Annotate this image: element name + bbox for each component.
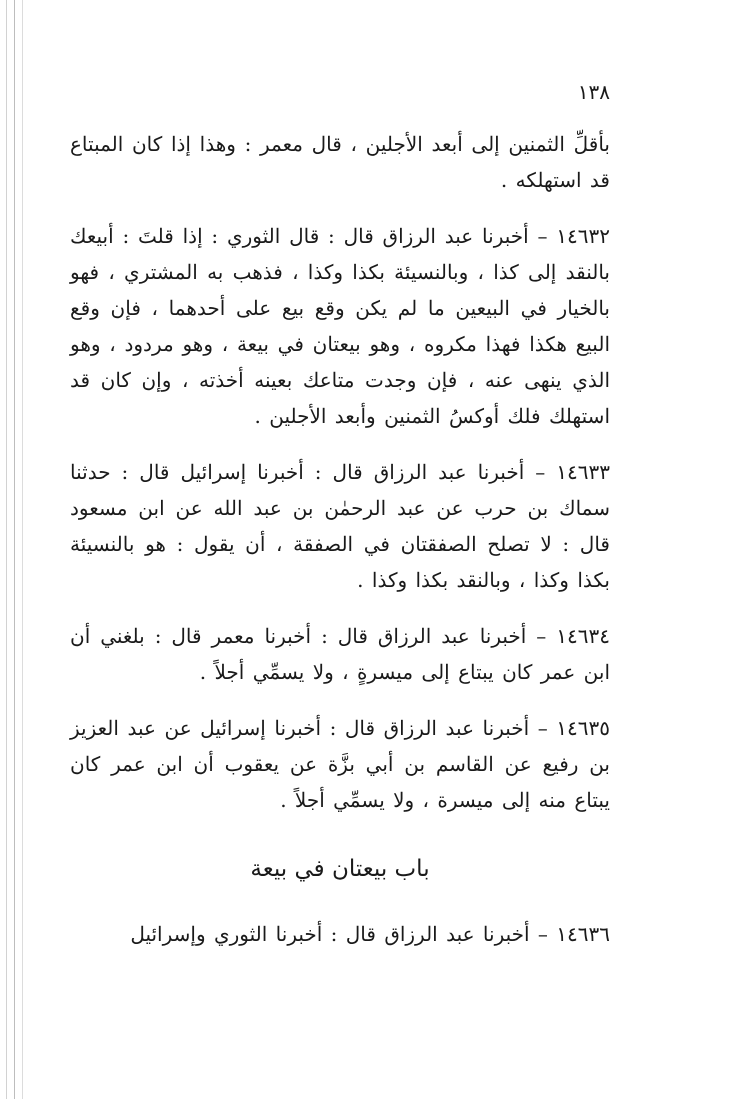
paragraph-hadith-14635: ١٤٦٣٥ – أخبرنا عبد الرزاق قال : أخبرنا إسرائيل عن عبد العزيز بن رفيع عن القاسم بن أبي بزَّة عن يعقوب أن ابن عمر كان يبتاع منه إلى ميسرة ، ولا يسمِّي أجلاً . xyxy=(70,716,610,812)
binding-edge-line xyxy=(14,0,15,1099)
chapter-heading: باب بيعتان في بيعة xyxy=(250,856,430,882)
binding-edge-line xyxy=(6,0,7,1099)
page-number: ١٣٨ xyxy=(577,80,610,104)
book-page xyxy=(70,70,610,972)
paragraph-hadith-14632: ١٤٦٣٢ – أخبرنا عبد الرزاق قال : قال الثوري : إذا قلتَ : أبيعك بالنقد إلى كذا ، وبالنسيئة بكذا وكذا ، فذهب به المشتري ، فهو بالخيار في البيعين ما لم يكن وقع بيع على أحدهما ، فإن وقع البيع هكذا فهذا مكروه ، وهو بيعتان في بيعة ، وهو مردود ، وهو الذي ينهى عنه ، فإن وجدت متاعك بعينه أخذته ، وإن كان قد استهلك فلك أوكسُ الثمنين وأبعد الأجلين . xyxy=(70,224,610,428)
paragraph-hadith-14633: ١٤٦٣٣ – أخبرنا عبد الرزاق قال : أخبرنا إسرائيل قال : حدثنا سماك بن حرب عن عبد الرحمٰن بن عبد الله عن ابن مسعود قال : لا تصلح الصفقتان في الصفقة ، أن يقول : هو بالنسيئة بكذا وكذا ، وبالنقد بكذا وكذا . xyxy=(70,460,610,592)
paragraph-hadith-14636: ١٤٦٣٦ – أخبرنا عبد الرزاق قال : أخبرنا الثوري وإسرائيل xyxy=(130,922,610,946)
binding-edge-line xyxy=(22,0,23,1099)
paragraph-continuation: بأقلِّ الثمنين إلى أبعد الأجلين ، قال معمر : وهذا إذا كان المبتاع قد استهلكه . xyxy=(70,132,610,192)
paragraph-hadith-14634: ١٤٦٣٤ – أخبرنا عبد الرزاق قال : أخبرنا معمر قال : بلغني أن ابن عمر كان يبتاع إلى ميسرةٍ ، ولا يسمِّي أجلاً . xyxy=(70,624,610,684)
